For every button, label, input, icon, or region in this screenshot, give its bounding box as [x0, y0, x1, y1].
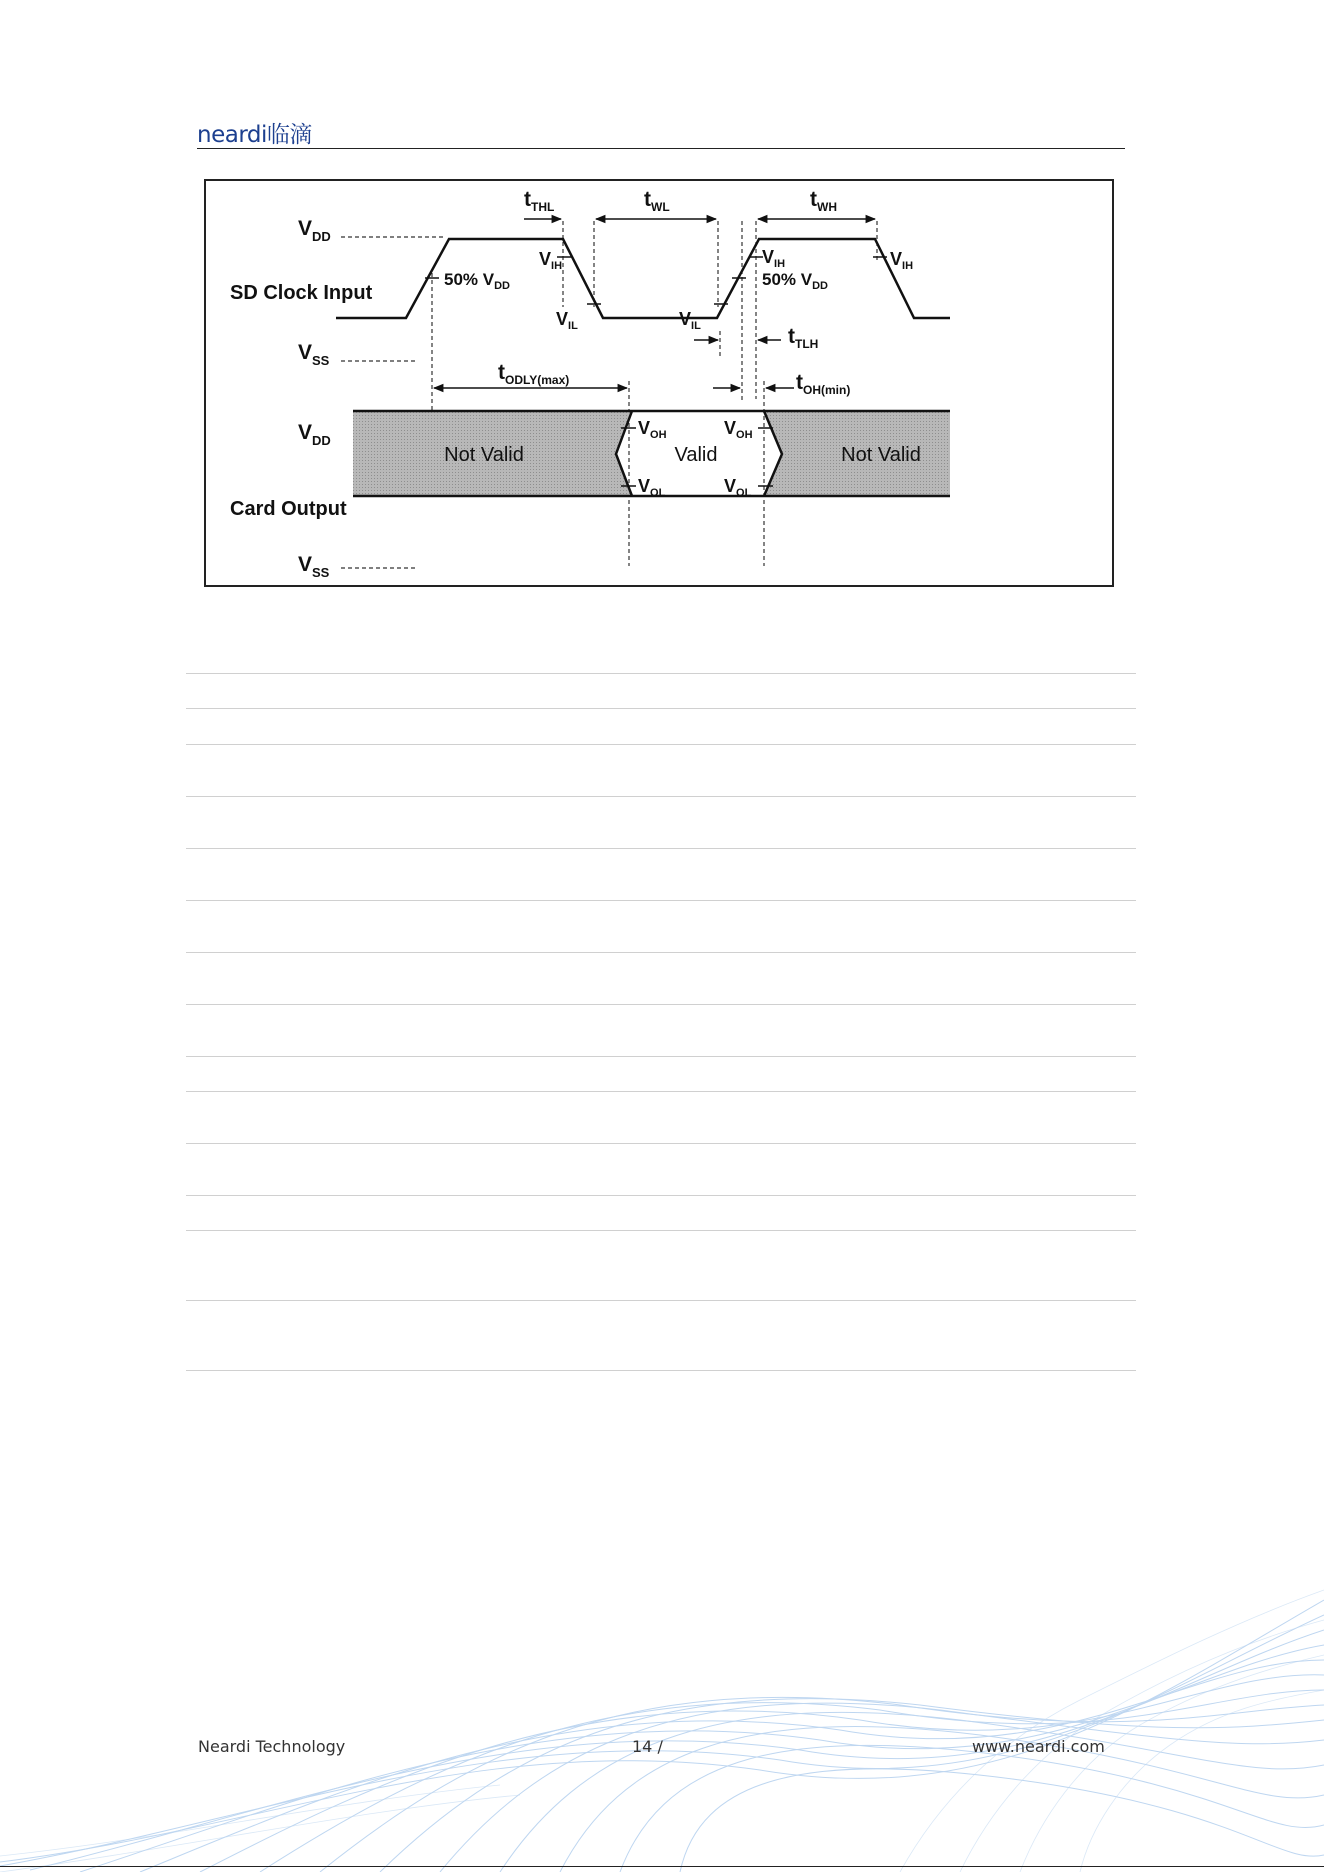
- table-rule: [186, 1300, 1136, 1301]
- vil-label-rise: [679, 309, 701, 332]
- not-valid-label-left: Not Valid: [444, 444, 524, 466]
- svg-text:VOH: $V_{OH}$: [638, 418, 667, 441]
- vih-label-fall-right: [890, 249, 913, 272]
- table-rule: [186, 796, 1136, 797]
- table-rule: [186, 744, 1136, 745]
- svg-text:VOL: $V_{OL}$: [638, 476, 666, 499]
- svg-text:VOH: $V_{OH}$: [724, 418, 753, 441]
- svg-text:50% VDD: 50% $V_{DD}$: [444, 270, 510, 292]
- table-rule: [186, 1004, 1136, 1005]
- svg-text:tODLY(max): $t_{ODLY(max)}$: [498, 361, 570, 387]
- half-vdd-label-left: [444, 270, 510, 292]
- svg-text:tTLH: $t_{TLH}$: [788, 325, 819, 351]
- table-rule: [186, 1370, 1136, 1371]
- not-valid-label-right: Not Valid: [841, 444, 921, 466]
- valid-label: Valid: [674, 444, 718, 466]
- vih-label-fall: [539, 249, 562, 272]
- footer-wave-decoration: [0, 1580, 1324, 1872]
- voh-label-right: [724, 418, 753, 441]
- timing-diagram: [204, 179, 1114, 587]
- header-divider: [197, 148, 1125, 149]
- vdd-label-bottom: [298, 421, 331, 448]
- vih-label-rise: [762, 247, 785, 270]
- vdd-label-top: [298, 217, 331, 244]
- table-rule: [186, 1195, 1136, 1196]
- svg-text:VSS: $V_{SS}$: [298, 341, 330, 368]
- table-rule: [186, 1056, 1136, 1057]
- vss-label-bottom: [298, 553, 330, 580]
- table-rule: [186, 1230, 1136, 1231]
- svg-text:VOL: $V_{OL}$: [724, 476, 752, 499]
- svg-text:VIH: $V_{IH}$: [539, 249, 563, 272]
- output-section-label: Card Output: [230, 498, 347, 520]
- svg-text:50% VDD: 50% $V_{DD}$: [762, 270, 828, 292]
- vil-label-fall: [556, 309, 578, 332]
- svg-text:tOH(min): $t_{OH(min)}$: [796, 371, 851, 397]
- t-wl-label: [644, 188, 670, 214]
- clock-section-label: SD Clock Input: [230, 282, 373, 304]
- vol-label-left: [638, 476, 666, 499]
- svg-text:VSS: $V_{SS}$: [298, 553, 330, 580]
- svg-text:VIL: $V_{IL}$: [679, 309, 701, 332]
- table-rule: [186, 848, 1136, 849]
- table-rule: [186, 708, 1136, 709]
- t-oh-label: [796, 371, 850, 397]
- svg-text:tWH: $t_{WH}$: [810, 188, 837, 214]
- t-odly-label: [498, 361, 569, 387]
- table-rule: [186, 1091, 1136, 1092]
- vol-label-right: [724, 476, 752, 499]
- t-wh-label: [810, 188, 837, 214]
- table-rule: [186, 1143, 1136, 1144]
- voh-label-left: [638, 418, 667, 441]
- footer-company: Neardi Technology: [198, 1737, 346, 1756]
- t-thl-label: [524, 188, 554, 214]
- company-logo: neardi临滴: [197, 122, 312, 148]
- table-rule: [186, 952, 1136, 953]
- footer-page-number: 14 /: [632, 1737, 663, 1756]
- svg-text:VIH: $V_{IH}$: [762, 247, 786, 270]
- table-rule: [186, 673, 1136, 674]
- svg-text:VIH: $V_{IH}$: [890, 249, 914, 272]
- svg-text:VIL: $V_{IL}$: [556, 309, 578, 332]
- svg-text:tWL: $t_{WL}$: [644, 188, 670, 214]
- footer-website[interactable]: www.neardi.com: [972, 1737, 1105, 1756]
- t-tlh-label: [788, 325, 818, 351]
- svg-text:VDD: $V_{DD}$: [298, 217, 331, 244]
- half-vdd-label-right: [762, 270, 828, 292]
- bottom-rule: [0, 1866, 1324, 1867]
- vss-label-top: [298, 341, 330, 368]
- table-rule: [186, 900, 1136, 901]
- svg-text:tTHL: $t_{THL}$: [524, 188, 555, 214]
- svg-text:VDD: $V_{DD}$: [298, 421, 331, 448]
